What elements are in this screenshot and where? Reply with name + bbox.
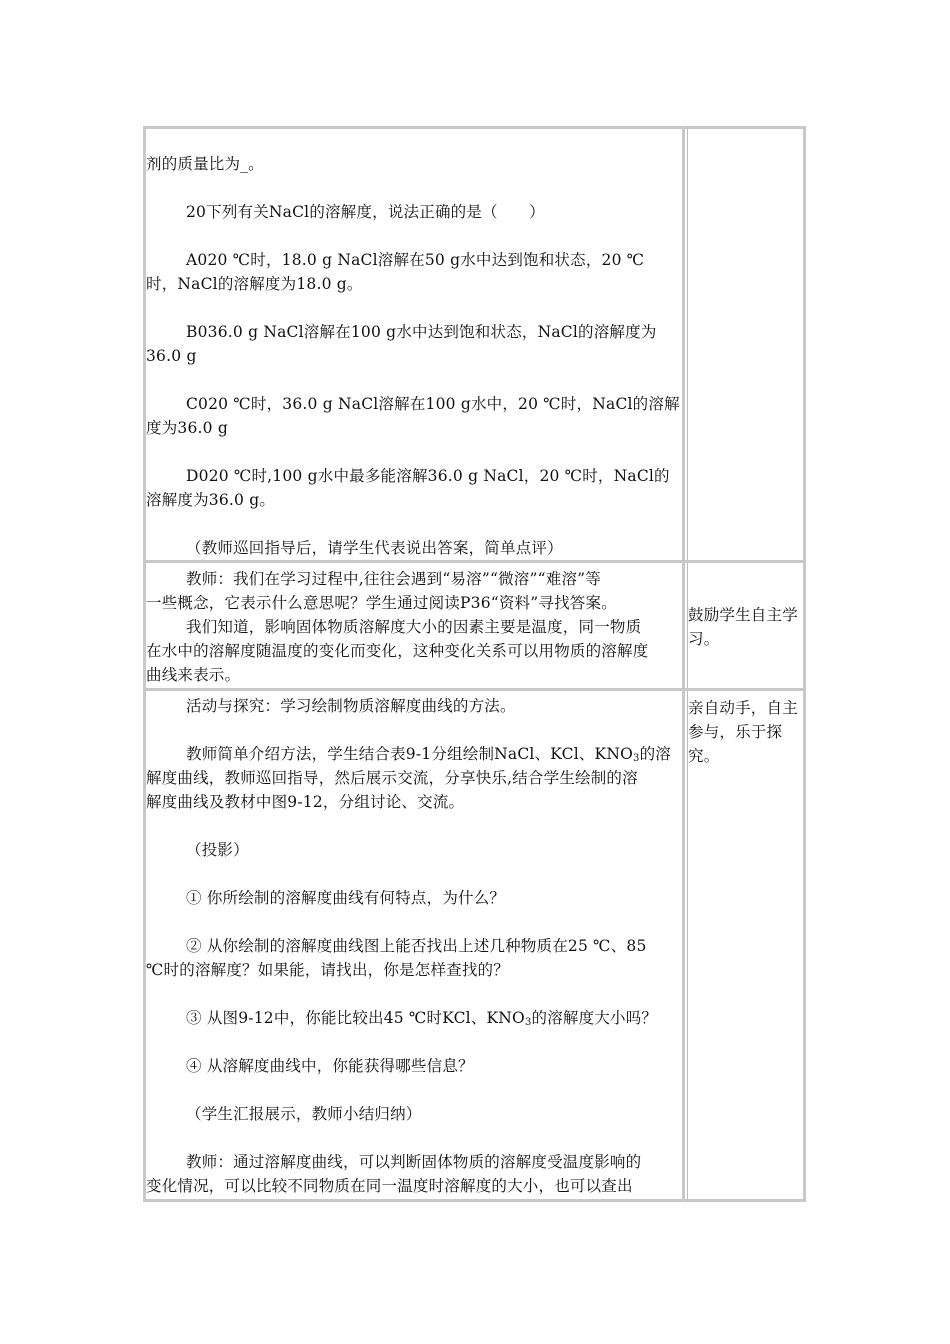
option-a-cont: 时，NaCl的溶解度为18.0 g。: [146, 275, 363, 293]
row-divider: [143, 560, 806, 563]
question-2: ② 从你绘制的溶解度曲线图上能否找出上述几种物质在25 ℃、85: [186, 937, 647, 955]
text-line: 我们知道，影响固体物质溶解度大小的因素主要是温度，同一物质: [186, 618, 642, 636]
teacher-note: （教师巡回指导后，请学生代表说出答案，简单点评）: [186, 539, 563, 557]
side-note: 亲自动手，自主: [688, 699, 798, 717]
column-divider-inner: [687, 126, 688, 1202]
option-b: B036.0 g NaCl溶解在100 g水中达到饱和状态，NaCl的溶解度为: [186, 323, 657, 341]
text-line: 教师：我们在学习过程中,往往会遇到“易溶”“微溶”“难溶”等: [186, 570, 601, 588]
side-note: 习。: [688, 630, 720, 648]
option-d-cont: 溶解度为36.0 g。: [146, 491, 276, 509]
question-4: ④ 从溶解度曲线中，你能获得哪些信息？: [186, 1057, 474, 1075]
text-line: 一些概念，它表示什么意思呢？学生通过阅读P36“资料”寻找答案。: [146, 594, 617, 612]
option-b-cont: 36.0 g: [146, 347, 197, 365]
option-c-cont: 度为36.0 g: [146, 419, 228, 437]
option-c: C020 ℃时，36.0 g NaCl溶解在100 g水中，20 ℃时，NaCl的溶解: [186, 395, 680, 413]
question-1: ① 你所绘制的溶解度曲线有何特点，为什么？: [186, 889, 506, 907]
option-d: D020 ℃时,100 g水中最多能溶解36.0 g NaCl，20 ℃时，NaCl的: [186, 467, 670, 485]
row-divider: [143, 688, 806, 691]
question-stem: 20下列有关NaCl的溶解度，说法正确的是（ ）: [186, 203, 545, 221]
option-a: A020 ℃时，18.0 g NaCl溶解在50 g水中达到饱和状态，20 ℃: [186, 251, 645, 269]
text-line: 解度曲线，教师巡回指导，然后展示交流，分享快乐,结合学生绘制的溶: [146, 769, 638, 787]
question-3: ③ 从图9-12中，你能比较出45 ℃时KCl、$KNO_3$的溶解度大小吗？: [186, 1009, 658, 1028]
text-line: 剂的质量比为_。: [146, 155, 264, 173]
column-divider: [682, 126, 685, 1202]
text-line: 曲线来表示。: [146, 666, 241, 684]
question-2-cont: ℃时的溶解度？如果能，请找出，你是怎样查找的？: [146, 961, 509, 979]
text-line: 活动与探究：学习绘制物质溶解度曲线的方法。: [186, 697, 516, 715]
text-line: 在水中的溶解度随温度的变化而变化，这种变化关系可以用物质的溶解度: [146, 642, 649, 660]
text-line: （学生汇报展示，教师小结归纳）: [186, 1105, 422, 1123]
text-line: 解度曲线及教材中图9-12，分组讨论、交流。: [146, 793, 465, 811]
text-line: 变化情况，可以比较不同物质在同一温度时溶解度的大小，也可以查出: [146, 1177, 633, 1195]
text-line: （投影）: [186, 841, 249, 859]
side-note: 鼓励学生自主学: [688, 606, 798, 624]
text-line: 教师：通过溶解度曲线，可以判断固体物质的溶解度受温度影响的: [186, 1153, 642, 1171]
side-note: 究。: [688, 747, 720, 765]
text-line: 教师简单介绍方法，学生结合表9-1分组绘制NaCl、KCl、$KNO_3$的溶: [186, 745, 671, 764]
side-note: 参与，乐于探: [688, 723, 783, 741]
